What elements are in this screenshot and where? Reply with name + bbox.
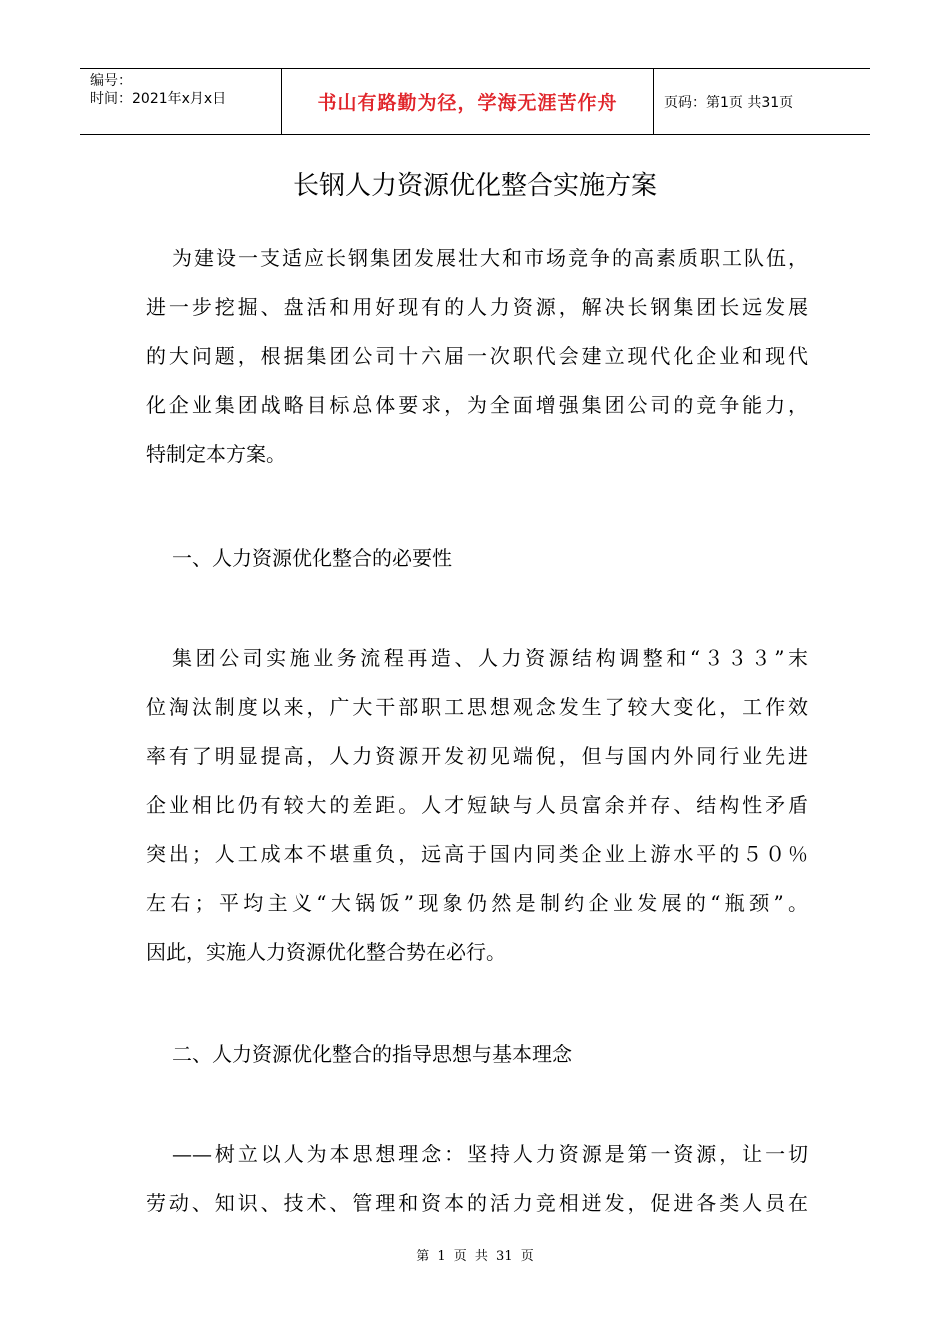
principles-paragraph	[146, 1130, 808, 1228]
paragraph-line: 进一步挖掘、盘活和用好现有的人力资源，解决长钢集团长远发展	[146, 295, 808, 319]
header-page-info: 页码：第1页 共31页	[664, 94, 794, 111]
paragraph-line: 集团公司实施业务流程再造、人力资源结构调整和“３３３”末	[172, 646, 808, 670]
page-footer: 第 1 页 共 31 页	[416, 1249, 534, 1264]
paragraph-line: 企业相比仍有较大的差距。人才短缺与人员富余并存、结构性矛盾	[146, 793, 808, 817]
document-title: 长钢人力资源优化整合实施方案	[292, 171, 657, 201]
header-meta	[80, 69, 281, 134]
document-number-label: 编号：	[90, 73, 132, 89]
paragraph-line: ——树立以人为本思想理念：坚持人力资源是第一资源，让一切	[172, 1142, 808, 1166]
paragraph-line: 因此，实施人力资源优化整合势在必行。	[146, 940, 506, 964]
paragraph-line: 位淘汰制度以来，广大干部职工思想观念发生了较大变化，工作效	[146, 695, 808, 719]
paragraph-line: 左右；平均主义“大锅饭”现象仍然是制约企业发展的“瓶颈”。	[146, 891, 808, 915]
paragraph-line: 突出；人工成本不堪重负，远高于国内同类企业上游水平的５０％	[146, 842, 808, 866]
paragraph-line: 特制定本方案。	[146, 442, 286, 466]
paragraph-line: 的大问题，根据集团公司十六届一次职代会建立现代化企业和现代	[146, 344, 808, 368]
paragraph-line: 化企业集团战略目标总体要求，为全面增强集团公司的竞争能力，	[146, 393, 808, 417]
necessity-paragraph	[146, 634, 808, 977]
section-heading-guiding-principles: 二、人力资源优化整合的指导思想与基本理念	[172, 1042, 572, 1066]
paragraph-line: 为建设一支适应长钢集团发展壮大和市场竞争的高素质职工队伍，	[172, 246, 808, 270]
document-date: 时间：2021年x月x日	[90, 91, 227, 107]
paragraph-line: 劳动、知识、技术、管理和资本的活力竞相迸发，促进各类人员在	[146, 1191, 808, 1215]
header-motto: 书山有路勤为径，学海无涯苦作舟	[281, 69, 654, 134]
section-heading-necessity: 一、人力资源优化整合的必要性	[172, 546, 452, 570]
paragraph-line: 率有了明显提高，人力资源开发初见端倪，但与国内外同行业先进	[146, 744, 808, 768]
intro-paragraph	[146, 234, 808, 479]
document-header	[80, 68, 870, 135]
